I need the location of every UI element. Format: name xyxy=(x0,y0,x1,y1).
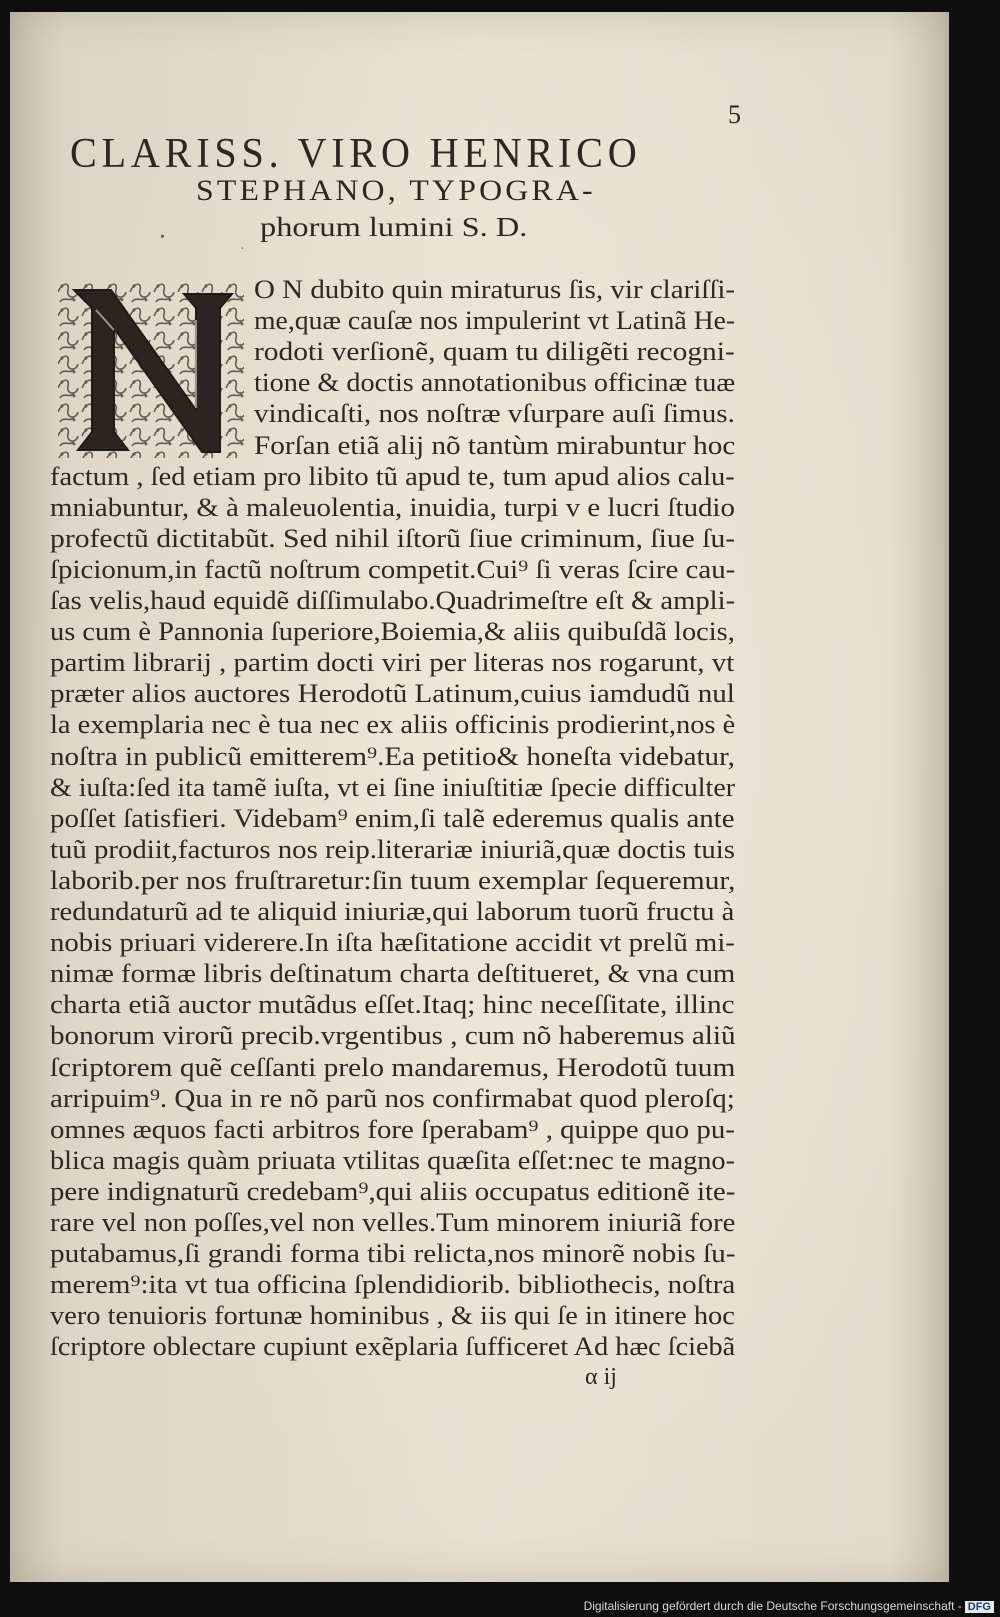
text-line: & iuſta:ſed ita tamẽ iuſta, vt ei ſine iniuſtitiæ ſpecie difficulter xyxy=(50,771,736,802)
text-line: nimæ formæ libris deſtinatum charta deſtitueret, & vna cum xyxy=(50,958,736,989)
text-line: tione & doctis annotationibus officinæ tuæ xyxy=(254,367,736,398)
text-line: merem⁹:ita vt tua officina ſplendidiorib. bibliothecis, noſtra xyxy=(50,1269,736,1300)
text-line: charta etiã auctor mutãdus eſſet.Itaq; hinc neceſſitate, illinc xyxy=(50,989,735,1020)
text-line: blica magis quàm priuata vtilitas quæſita eſſet:nec te magno- xyxy=(50,1144,736,1175)
text-line: bonorum virorũ precib.vrgentibus , cum nõ haberemus aliũ xyxy=(50,1020,736,1051)
text-line: profectũ dictitabũt. Sed nihil iſtorũ ſiue criminum, ſiue ſu- xyxy=(50,522,736,553)
text-line: tuũ prodiit,facturos nos reip.literariæ iniuriã,quæ doctis tuis xyxy=(50,833,735,864)
text-line: rare vel non poſſes,vel non velles.Tum minorem iniuriã fore xyxy=(50,1207,736,1237)
text-line: arripuim⁹. Qua in re nõ parũ nos confirmabat quod pleroſq; xyxy=(50,1082,735,1113)
text-line: ſpicionum,in factũ noſtrum competit.Cui⁹ ſi veras ſcire cau- xyxy=(50,553,736,584)
text-line: mniabuntur, & à maleuolentia, inuidia, turpi v e lucri ſtudio xyxy=(50,491,735,522)
text-line: O N dubito quin miraturus ſis, vir clariſſi- xyxy=(254,274,736,304)
text-line: præter alios auctores Herodotũ Latinum,cuius iamdudũ nul xyxy=(50,678,735,709)
text-line: la exemplaria nec è tua nec ex aliis officinis prodierint,nos è xyxy=(50,709,736,740)
text-line: Forſan etiã alij nõ tantùm mirabuntur hoc xyxy=(254,429,736,460)
text-line: rodoti verſionẽ, quam tu diligẽti recogni- xyxy=(254,336,735,367)
heading-line-1: CLARISS. VIRO HENRICO xyxy=(70,131,642,177)
text-line: us cum è Pannonia ſuperiore,Boiemia,& aliis quibuſdã locis, xyxy=(50,616,735,647)
footer-credit xyxy=(584,1599,994,1613)
ink-speck: · xyxy=(240,242,245,257)
text-line: putabamus,ſi grandi forma tibi relicta,nos minorẽ nobis ſu- xyxy=(50,1238,736,1269)
text-line: vindicaſti, nos noſtræ vſurpare auſi ſimus. xyxy=(254,398,735,429)
text-line: redundaturũ ad te aliquid iniuriæ,qui laborum tuorũ fructu à xyxy=(50,896,735,926)
text-line: partim librarij , partim docti viri per literas nos rogarunt, vt xyxy=(50,647,735,678)
ink-speck: • xyxy=(160,230,165,245)
text-line: poſſet ſatisfieri. Videbam⁹ enim,ſi talẽ ederemus qualis ante xyxy=(50,802,735,833)
signature-mark: α ij xyxy=(585,1364,617,1390)
text-line: laborib.per nos fruſtraretur:ſin tuum exemplar ſequeremur, xyxy=(50,864,736,895)
text-line: noſtra in publicũ emitterem⁹.Ea petitio& honeſta videbatur, xyxy=(50,740,735,771)
footer-text: Digitalisierung gefördert durch die Deutsche Forschungsgemeinschaft - xyxy=(583,1599,962,1613)
text-line: factum , ſed etiam pro libito tũ apud te, tum apud alios calu- xyxy=(50,460,735,491)
heading-line-2: STEPHANO, TYPOGRA- xyxy=(196,174,596,207)
text-line: ſas velis,haud equidẽ diſſimulabo.Quadrimeſtre eſt & ampli- xyxy=(50,585,736,615)
text-line: ſcriptorem quẽ ceſſanti prelo mandaremus, Herodotũ tuum xyxy=(50,1051,736,1082)
text-line: omnes æquos facti arbitros fore ſperabam⁹ , quippe quo pu- xyxy=(50,1113,735,1144)
text-line: ſcriptore oblectare cupiunt exẽplaria ſufficeret Ad hæc ſciebã xyxy=(50,1331,736,1362)
decorated-initial xyxy=(56,280,256,462)
text-line: vero tenuioris fortunæ hominibus , & iis qui ſe in itinere hoc xyxy=(50,1300,735,1331)
text-line: pere indignaturũ credebam⁹,qui aliis occupatus editionẽ ite- xyxy=(50,1175,736,1206)
dfg-logo: DFG xyxy=(965,1601,994,1613)
text-line: nobis priuari viderere.In iſta hæſitatione accidit vt prelũ mi- xyxy=(50,927,735,958)
text-line: me,quæ cauſæ nos impulerint vt Latinã He- xyxy=(254,305,736,336)
initial-ornament-icon xyxy=(56,280,256,462)
heading-line-3: phorum lumini S. D. xyxy=(260,212,528,242)
folio-number: 5 xyxy=(728,100,741,129)
book-page xyxy=(10,12,949,1582)
